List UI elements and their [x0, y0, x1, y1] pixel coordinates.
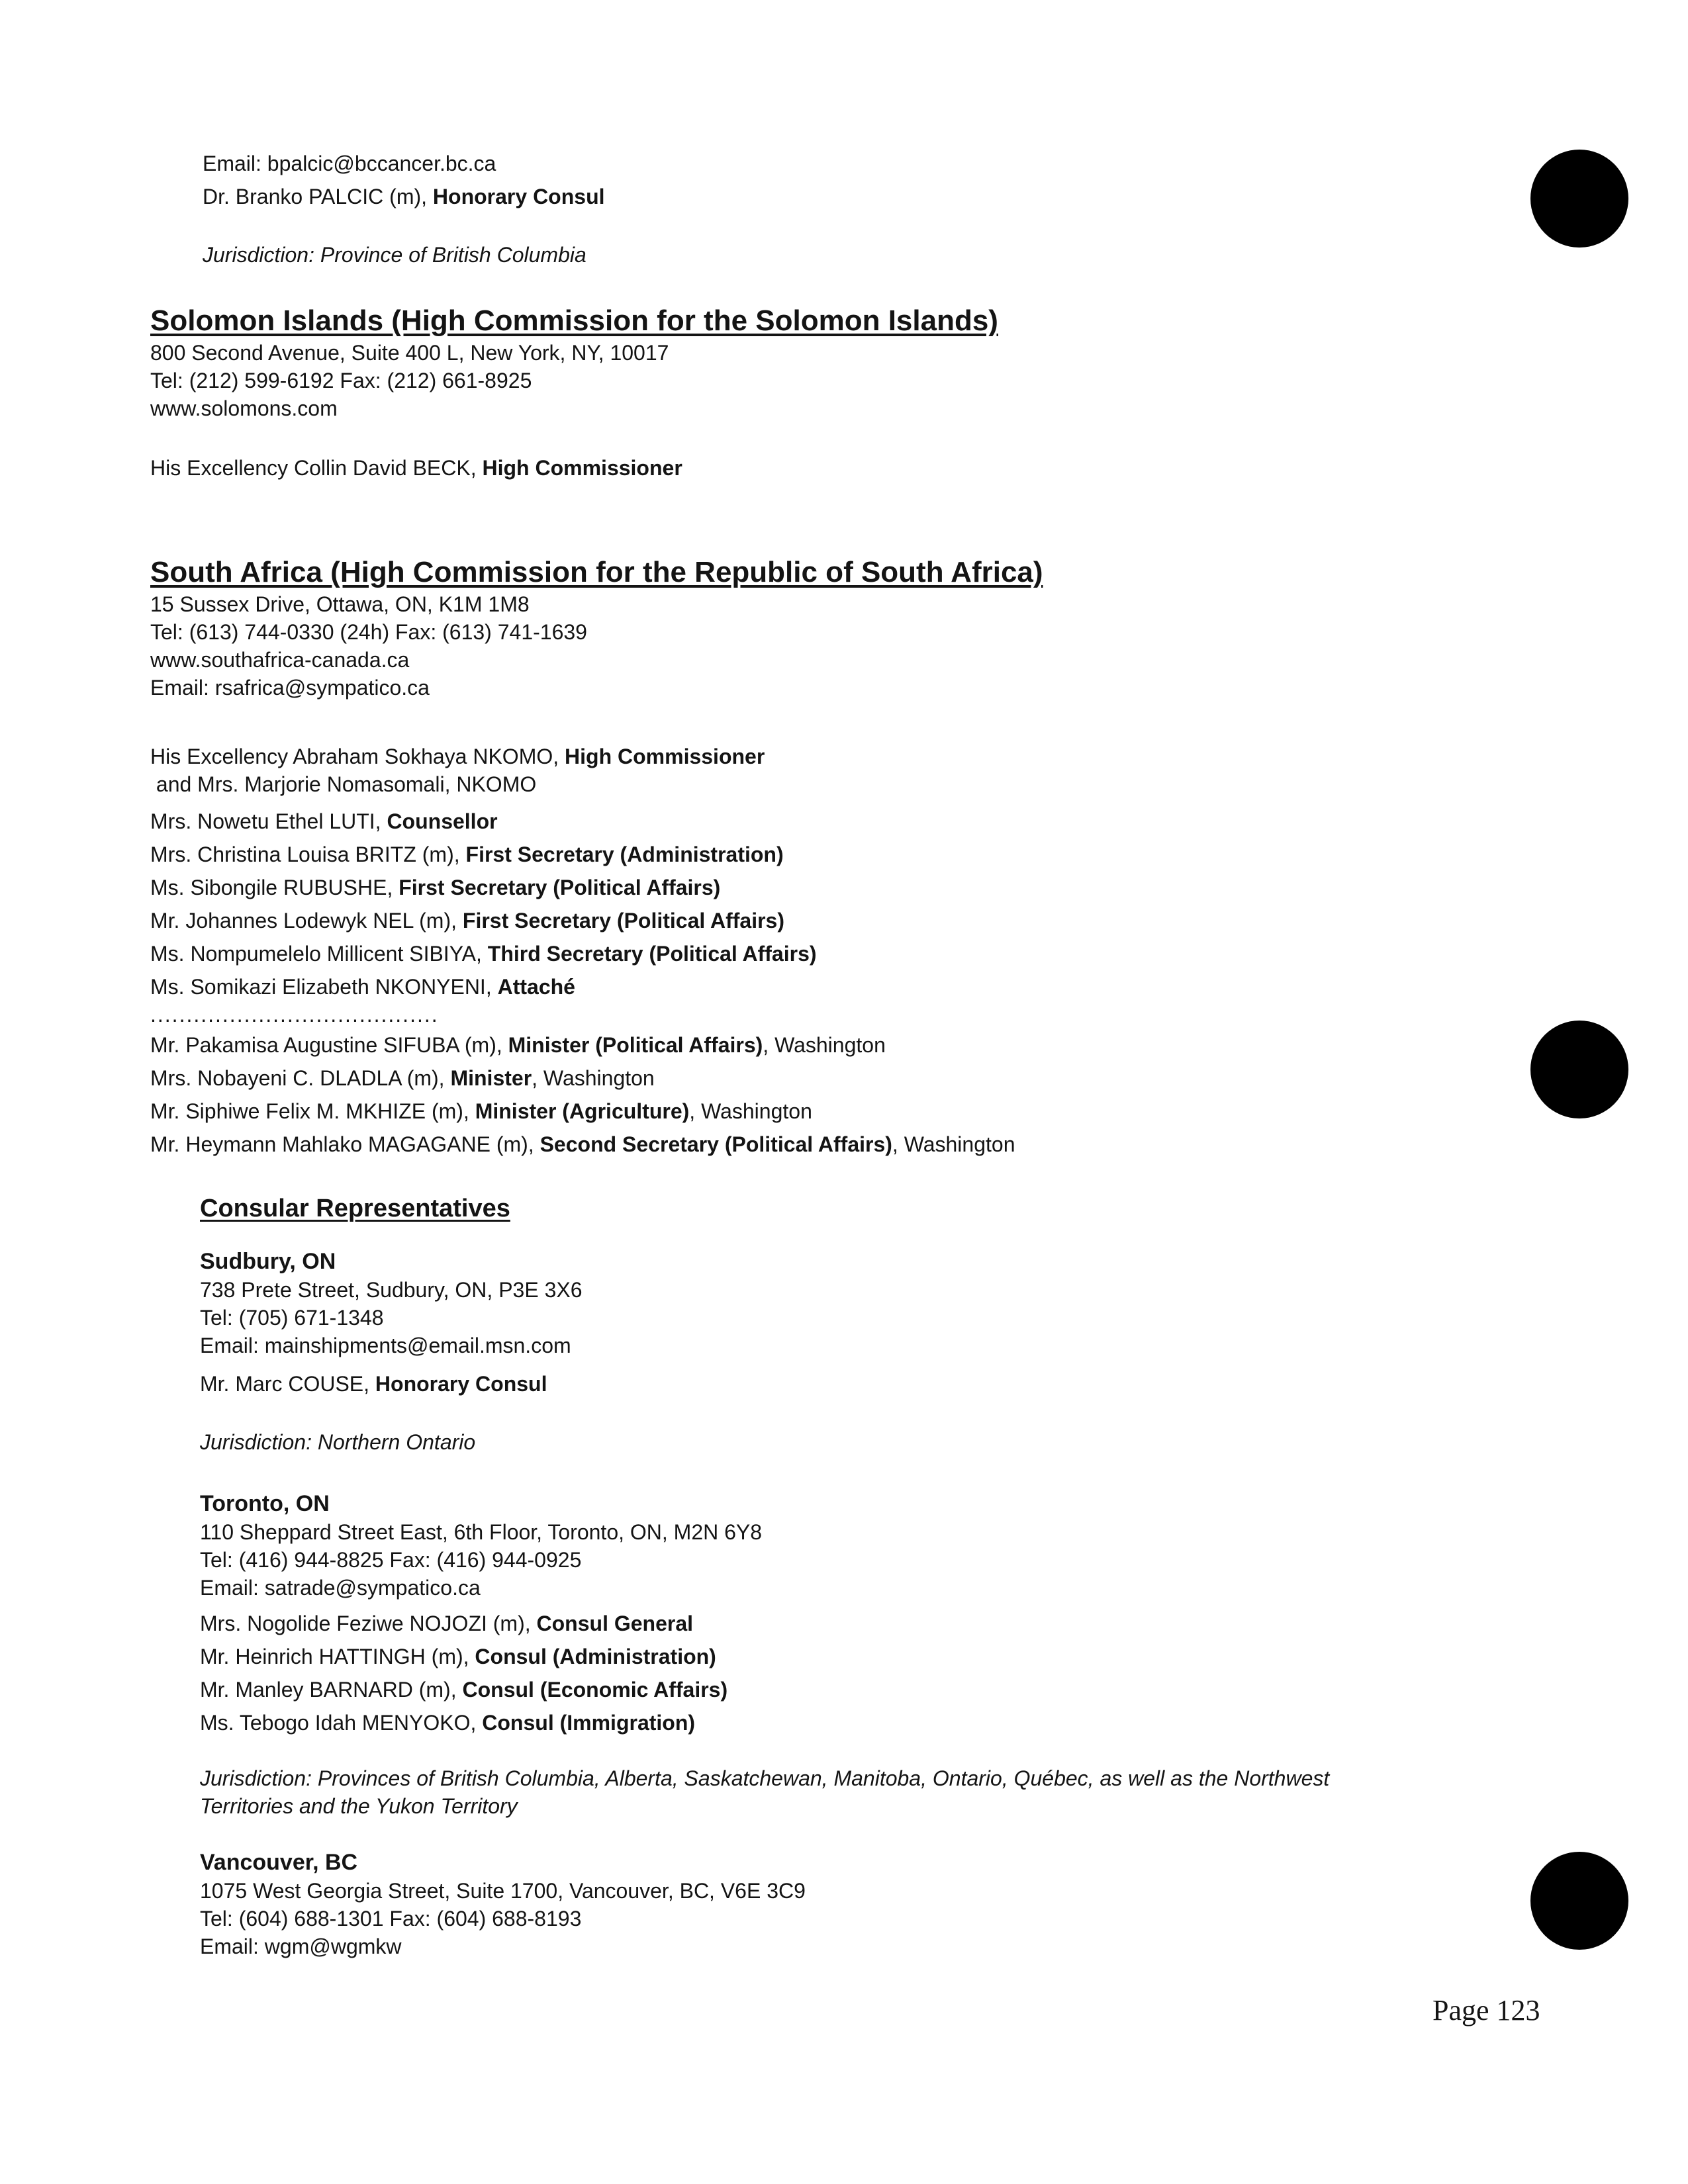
toronto-jurisdiction-line-1: Jurisdiction: Provinces of British Columbia, Alberta, Saskatchewan, Manitoba, Ontario, Québec, as well as the Northwest [200, 1766, 1330, 1790]
south-africa-head-title: High Commissioner [565, 745, 765, 768]
sudbury-email: Email: mainshipments@email.msn.com [200, 1334, 571, 1357]
staff-row [200, 1706, 1329, 1739]
consul-title: Honorary Consul [432, 185, 605, 208]
punch-hole-bottom [1530, 1852, 1628, 1950]
consul-name: Dr. Branko PALCIC (m), [203, 185, 433, 208]
staff-title: First Secretary (Administration) [465, 842, 784, 866]
solomon-head [150, 454, 998, 482]
staff-name: Mrs. Christina Louisa BRITZ (m), [150, 842, 466, 866]
vancouver-address: 1075 West Georgia Street, Suite 1700, Vancouver, BC, V6E 3C9 [200, 1879, 806, 1903]
top-continuation [203, 150, 605, 269]
toronto-staff-list [200, 1607, 1329, 1739]
staff-name: Ms. Somikazi Elizabeth NKONYENI, [150, 975, 498, 999]
south-africa-staff-list [150, 805, 1043, 1003]
staff-name: Mrs. Nowetu Ethel LUTI, [150, 809, 387, 833]
staff-name: Ms. Nompumelelo Millicent SIBIYA, [150, 942, 488, 966]
consular-heading: Consular Representatives [200, 1195, 510, 1222]
staff-location: , Washington [892, 1132, 1015, 1156]
south-africa-address: 15 Sussex Drive, Ottawa, ON, K1M 1M8 [150, 592, 530, 616]
sudbury-block [200, 1247, 1329, 1456]
staff-row [150, 838, 1043, 871]
toronto-tel: Tel: (416) 944-8825 Fax: (416) 944-0925 [200, 1548, 582, 1572]
staff-title: Second Secretary (Political Affairs) [539, 1132, 892, 1156]
toronto-jurisdiction-line-2: Territories and the Yukon Territory [200, 1794, 518, 1818]
staff-name: Mrs. Nobayeni C. DLADLA (m), [150, 1066, 451, 1090]
staff-row [150, 970, 1043, 1003]
solomon-head-name: His Excellency Collin David BECK, [150, 456, 483, 480]
sudbury-tel: Tel: (705) 671-1348 [200, 1306, 384, 1330]
south-africa-tel: Tel: (613) 744-0330 (24h) Fax: (613) 741-1639 [150, 620, 587, 644]
punch-hole-top [1530, 150, 1628, 248]
vancouver-block [200, 1848, 1329, 1960]
washington-row [150, 1028, 1043, 1062]
staff-title: Third Secretary (Political Affairs) [487, 942, 817, 966]
toronto-city: Toronto, ON [200, 1491, 330, 1516]
staff-name: Ms. Tebogo Idah MENYOKO, [200, 1711, 483, 1735]
south-africa-head-name: His Excellency Abraham Sokhaya NKOMO, [150, 745, 565, 768]
vancouver-tel: Tel: (604) 688-1301 Fax: (604) 688-8193 [200, 1907, 582, 1931]
staff-title: Minister (Agriculture) [475, 1099, 690, 1123]
south-africa-heading: South Africa (High Commission for the Republic of South Africa) [150, 556, 1043, 588]
staff-title: Consul (Administration) [475, 1645, 716, 1668]
staff-name: Mr. Heymann Mahlako MAGAGANE (m), [150, 1132, 540, 1156]
staff-name: Mr. Marc COUSE, [200, 1372, 375, 1396]
staff-title: First Secretary (Political Affairs) [399, 876, 721, 899]
staff-row [150, 805, 1043, 838]
staff-row [150, 871, 1043, 904]
staff-name: Mr. Heinrich HATTINGH (m), [200, 1645, 475, 1668]
solomon-section [150, 303, 998, 482]
washington-staff-list [150, 1028, 1043, 1161]
sudbury-consul [200, 1370, 1329, 1398]
staff-name: Mr. Johannes Lodewyk NEL (m), [150, 909, 463, 933]
staff-title: Minister [450, 1066, 532, 1090]
solomon-tel: Tel: (212) 599-6192 Fax: (212) 661-8925 [150, 369, 532, 392]
toronto-block [200, 1489, 1329, 1820]
staff-row [200, 1640, 1329, 1673]
solomon-heading: Solomon Islands (High Commission for the Solomon Islands) [150, 304, 998, 337]
vancouver-email: Email: wgm@wgmkw [200, 1934, 402, 1958]
consular-section [200, 1193, 1329, 1960]
washington-row [150, 1062, 1043, 1095]
staff-title: Attaché [497, 975, 575, 999]
page-number: Page 123 [1432, 1994, 1540, 2026]
sudbury-city: Sudbury, ON [200, 1249, 336, 1274]
staff-row [200, 1673, 1329, 1706]
staff-row [150, 937, 1043, 970]
south-africa-email: Email: rsafrica@sympatico.ca [150, 676, 430, 700]
staff-name: Mr. Pakamisa Augustine SIFUBA (m), [150, 1033, 508, 1057]
punch-hole-middle [1530, 1021, 1628, 1118]
staff-location: , Washington [689, 1099, 812, 1123]
south-africa-section [150, 555, 1043, 1161]
staff-name: Mr. Manley BARNARD (m), [200, 1678, 463, 1702]
toronto-email: Email: satrade@sympatico.ca [200, 1576, 481, 1600]
south-africa-web: www.southafrica-canada.ca [150, 648, 410, 672]
sudbury-jurisdiction: Jurisdiction: Northern Ontario [200, 1430, 476, 1454]
staff-title: Consul General [536, 1612, 694, 1635]
washington-row [150, 1095, 1043, 1128]
email-line: Email: bpalcic@bccancer.bc.ca [203, 152, 496, 175]
staff-name: Mrs. Nogolide Feziwe NOJOZI (m), [200, 1612, 537, 1635]
consul-line [203, 183, 605, 210]
staff-title: Consul (Immigration) [482, 1711, 696, 1735]
staff-name: Mr. Siphiwe Felix M. MKHIZE (m), [150, 1099, 475, 1123]
staff-title: Honorary Consul [375, 1372, 547, 1396]
staff-title: First Secretary (Political Affairs) [462, 909, 784, 933]
toronto-address: 110 Sheppard Street East, 6th Floor, Toronto, ON, M2N 6Y8 [200, 1520, 763, 1544]
south-africa-spouse: and Mrs. Marjorie Nomasomali, NKOMO [150, 772, 537, 796]
staff-title: Consul (Economic Affairs) [462, 1678, 728, 1702]
solomon-web: www.solomons.com [150, 396, 338, 420]
staff-title: Counsellor [387, 809, 498, 833]
staff-row [150, 904, 1043, 937]
staff-name: Ms. Sibongile RUBUSHE, [150, 876, 399, 899]
solomon-address: 800 Second Avenue, Suite 400 L, New York, NY, 10017 [150, 341, 669, 365]
jurisdiction-line: Jurisdiction: Province of British Columbia [203, 243, 586, 267]
vancouver-city: Vancouver, BC [200, 1850, 358, 1875]
washington-row [150, 1128, 1043, 1161]
solomon-head-title: High Commissioner [482, 456, 682, 480]
staff-location: , Washington [763, 1033, 886, 1057]
staff-row [200, 1607, 1329, 1640]
staff-title: Minister (Political Affairs) [508, 1033, 763, 1057]
sudbury-address: 738 Prete Street, Sudbury, ON, P3E 3X6 [200, 1278, 583, 1302]
south-africa-head [150, 743, 1043, 770]
dotted-separator: ........................................ [150, 1003, 439, 1026]
staff-location: , Washington [532, 1066, 655, 1090]
